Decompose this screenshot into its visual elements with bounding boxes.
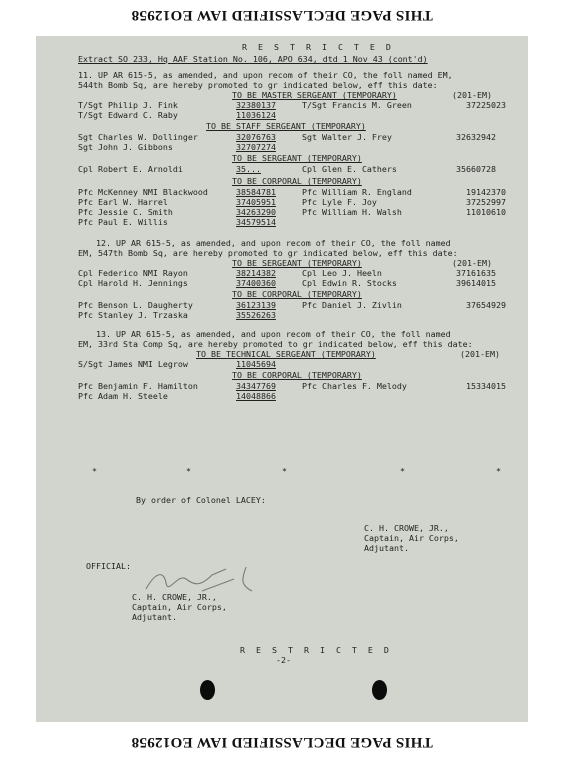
para-13-line-1: 13. UP AR 615-5, as amended, and upon recom of their CO, the foll named bbox=[96, 329, 451, 339]
roster-name: T/Sgt Philip J. Fink bbox=[78, 100, 178, 110]
roster-serial: 37654929 bbox=[466, 300, 506, 310]
punch-hole bbox=[372, 680, 387, 700]
signature-name: C. H. CROWE, JR., bbox=[132, 592, 217, 602]
roster-serial: 34579514 bbox=[236, 217, 276, 227]
roster-name: Cpl Harold H. Jennings bbox=[78, 278, 188, 288]
extract-line: Extract SO 233, Hq AAF Station No. 106, APO 634, dtd 1 Nov 43 (cont'd) bbox=[78, 54, 428, 64]
grade-code: (201-EM) bbox=[452, 258, 492, 268]
roster-serial: 37161635 bbox=[456, 268, 496, 278]
roster-serial: 32632942 bbox=[456, 132, 496, 142]
roster-name: Cpl Leo J. Heeln bbox=[302, 268, 382, 278]
roster-name: Pfc McKenney NMI Blackwood bbox=[78, 187, 208, 197]
para-12-line-1: 12. UP AR 615-5, as amended, and upon recom of their CO, the foll named bbox=[96, 238, 451, 248]
roster-serial: 35526263 bbox=[236, 310, 276, 320]
signature-rank: Captain, Air Corps, bbox=[132, 602, 227, 612]
declassified-banner-bottom: THIS PAGE DECLASSIFIED IAW EO12958 bbox=[131, 734, 433, 750]
roster-serial: 11045694 bbox=[236, 359, 276, 369]
roster-serial: 11036124 bbox=[236, 110, 276, 120]
roster-name: Cpl Robert E. Arnoldi bbox=[78, 164, 183, 174]
roster-serial: 19142370 bbox=[466, 187, 506, 197]
roster-serial: 38214382 bbox=[236, 268, 276, 278]
grade-heading: TO BE SERGEANT (TEMPORARY) bbox=[232, 258, 362, 268]
roster-serial: 32380137 bbox=[236, 100, 276, 110]
separator-star: * bbox=[92, 466, 97, 476]
roster-name: Sgt Charles W. Dollinger bbox=[78, 132, 198, 142]
grade-heading: TO BE TECHNICAL SERGEANT (TEMPORARY) bbox=[196, 349, 376, 359]
roster-serial: 38584781 bbox=[236, 187, 276, 197]
separator-star: * bbox=[496, 466, 501, 476]
roster-name: Pfc William H. Walsh bbox=[302, 207, 402, 217]
para-11-line-1: 11. UP AR 615-5, as amended, and upon recom of their CO, the foll named EM, bbox=[78, 70, 453, 80]
roster-name: Pfc Earl W. Harrel bbox=[78, 197, 168, 207]
roster-name: Pfc Adam H. Steele bbox=[78, 391, 168, 401]
roster-name: Pfc Benjamin F. Hamilton bbox=[78, 381, 198, 391]
grade-heading: TO BE CORPORAL (TEMPORARY) bbox=[232, 370, 362, 380]
roster-serial: 34347769 bbox=[236, 381, 276, 391]
separator-star: * bbox=[186, 466, 191, 476]
grade-heading: TO BE MASTER SERGEANT (TEMPORARY) bbox=[232, 90, 397, 100]
order-line: By order of Colonel LACEY: bbox=[136, 495, 266, 505]
roster-serial: 11010610 bbox=[466, 207, 506, 217]
roster-name: Pfc William R. England bbox=[302, 187, 412, 197]
separator-star: * bbox=[282, 466, 287, 476]
roster-serial: 36123139 bbox=[236, 300, 276, 310]
roster-name: Pfc Daniel J. Zivlin bbox=[302, 300, 402, 310]
roster-serial: 32076763 bbox=[236, 132, 276, 142]
grade-heading: TO BE CORPORAL (TEMPORARY) bbox=[232, 289, 362, 299]
signature-title: Adjutant. bbox=[364, 543, 409, 553]
restricted-header: R E S T R I C T E D bbox=[242, 42, 394, 52]
roster-name: Pfc Stanley J. Trzaska bbox=[78, 310, 188, 320]
roster-name: Cpl Glen E. Cathers bbox=[302, 164, 397, 174]
roster-serial: 15334015 bbox=[466, 381, 506, 391]
roster-serial: 35... bbox=[236, 164, 261, 174]
roster-serial: 37252997 bbox=[466, 197, 506, 207]
para-13-line-2: EM, 33rd Sta Comp Sq, are hereby promoted to gr indicated below, eff this date: bbox=[78, 339, 473, 349]
restricted-footer: R E S T R I C T E D bbox=[240, 645, 392, 655]
roster-serial: 37405951 bbox=[236, 197, 276, 207]
roster-serial: 37225023 bbox=[466, 100, 506, 110]
document-page bbox=[36, 36, 528, 722]
grade-heading: TO BE CORPORAL (TEMPORARY) bbox=[232, 176, 362, 186]
signature-name: C. H. CROWE, JR., bbox=[364, 523, 449, 533]
roster-name: Pfc Charles F. Melody bbox=[302, 381, 407, 391]
declassified-banner-top: THIS PAGE DECLASSIFIED IAW EO12958 bbox=[131, 7, 433, 23]
roster-serial: 37400360 bbox=[236, 278, 276, 288]
roster-name: Sgt Walter J. Frey bbox=[302, 132, 392, 142]
para-12-line-2: EM, 547th Bomb Sq, are hereby promoted to gr indicated below, eff this date: bbox=[78, 248, 458, 258]
page-number: -2- bbox=[276, 655, 291, 665]
roster-serial: 32707274 bbox=[236, 142, 276, 152]
official-label: OFFICIAL: bbox=[86, 561, 131, 571]
roster-name: T/Sgt Edward C. Raby bbox=[78, 110, 178, 120]
punch-hole bbox=[200, 680, 215, 700]
handwritten-signature bbox=[142, 565, 282, 595]
signature-rank: Captain, Air Corps, bbox=[364, 533, 459, 543]
roster-name: Pfc Lyle F. Joy bbox=[302, 197, 377, 207]
grade-heading: TO BE SERGEANT (TEMPORARY) bbox=[232, 153, 362, 163]
separator-star: * bbox=[400, 466, 405, 476]
roster-name: Pfc Benson L. Daugherty bbox=[78, 300, 193, 310]
roster-name: Cpl Edwin R. Stocks bbox=[302, 278, 397, 288]
roster-name: T/Sgt Francis M. Green bbox=[302, 100, 412, 110]
roster-serial: 14048866 bbox=[236, 391, 276, 401]
roster-name: Cpl Federico NMI Rayon bbox=[78, 268, 188, 278]
roster-name: Pfc Jessie C. Smith bbox=[78, 207, 173, 217]
roster-serial: 39614015 bbox=[456, 278, 496, 288]
signature-title: Adjutant. bbox=[132, 612, 177, 622]
para-11-line-2: 544th Bomb Sq, are hereby promoted to gr indicated below, eff this date: bbox=[78, 80, 438, 90]
grade-code: (201-EM) bbox=[452, 90, 492, 100]
roster-name: Sgt John J. Gibbons bbox=[78, 142, 173, 152]
roster-serial: 34263290 bbox=[236, 207, 276, 217]
grade-code: (201-EM) bbox=[460, 349, 500, 359]
grade-heading: TO BE STAFF SERGEANT (TEMPORARY) bbox=[206, 121, 366, 131]
roster-name: S/Sgt James NMI Legrow bbox=[78, 359, 188, 369]
roster-name: Pfc Paul E. Willis bbox=[78, 217, 168, 227]
roster-serial: 35660728 bbox=[456, 164, 496, 174]
